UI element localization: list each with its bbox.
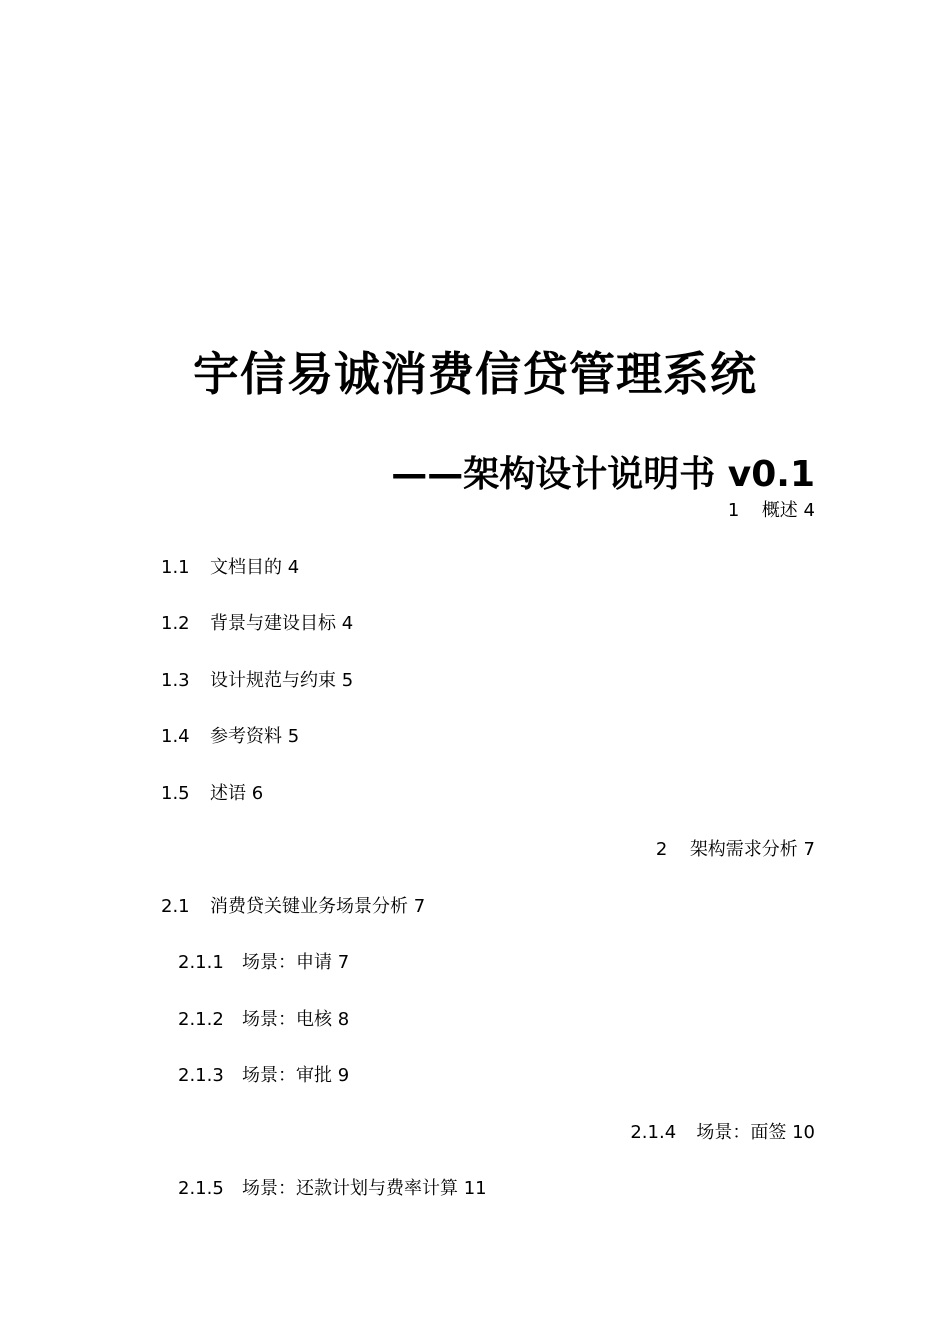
toc-entry-text: 设计规范与约束 5: [210, 670, 354, 691]
toc-entry-text: 场景：审批 9: [242, 1065, 350, 1086]
toc-entry-1-2[interactable]: [161, 612, 353, 636]
toc-entry-number: 2.1.5: [178, 1178, 224, 1199]
document-title: 宇信易诚消费信贷管理系统: [193, 347, 757, 401]
toc-entry-2-1-1[interactable]: [178, 951, 349, 975]
toc-entry-number: 1.1: [161, 557, 190, 578]
toc-entry-2-1-2[interactable]: [178, 1008, 349, 1032]
toc-entry-text: 场景：电核 8: [242, 1009, 350, 1030]
toc-entry-2-1-4[interactable]: [630, 1121, 815, 1145]
toc-entry-text: 述语 6: [210, 783, 264, 804]
toc-entry-2[interactable]: [656, 838, 815, 862]
toc-entry-number: 1.2: [161, 613, 190, 634]
toc-entry-2-1-3[interactable]: [178, 1064, 349, 1088]
toc-entry-1[interactable]: [728, 499, 815, 523]
toc-entry-text: 场景：申请 7: [242, 952, 350, 973]
toc-entry-text: 参考资料 5: [210, 726, 300, 747]
toc-entry-text: 场景：面签 10: [696, 1122, 815, 1143]
document-subtitle: ——架构设计说明书 v0.1: [391, 454, 815, 495]
toc-entry-number: 2: [655, 839, 668, 860]
toc-entry-number: 2.1.4: [630, 1122, 677, 1143]
toc-entry-number: 2.1: [161, 896, 190, 917]
toc-entry-1-1[interactable]: [161, 556, 299, 580]
toc-entry-1-5[interactable]: [161, 782, 263, 806]
toc-entry-1-4[interactable]: [161, 725, 299, 749]
toc-entry-2-1[interactable]: [161, 895, 425, 919]
toc-entry-number: 1.5: [161, 783, 190, 804]
toc-entry-text: 概述 4: [761, 500, 815, 521]
toc-entry-text: 文档目的 4: [210, 557, 300, 578]
toc-entry-number: 2.1.1: [178, 952, 224, 973]
toc-entry-number: 2.1.3: [178, 1065, 224, 1086]
toc-entry-number: 1.4: [161, 726, 190, 747]
toc-entry-2-1-5[interactable]: [178, 1177, 487, 1201]
toc-entry-1-3[interactable]: [161, 669, 353, 693]
toc-entry-text: 场景：还款计划与费率计算 11: [242, 1178, 487, 1199]
toc-entry-number: 1.3: [161, 670, 190, 691]
toc-entry-text: 架构需求分析 7: [689, 839, 815, 860]
toc-entry-text: 消费贷关键业务场景分析 7: [210, 896, 426, 917]
toc-entry-number: 2.1.2: [178, 1009, 224, 1030]
toc-entry-number: 1: [727, 500, 740, 521]
toc-entry-text: 背景与建设目标 4: [210, 613, 354, 634]
